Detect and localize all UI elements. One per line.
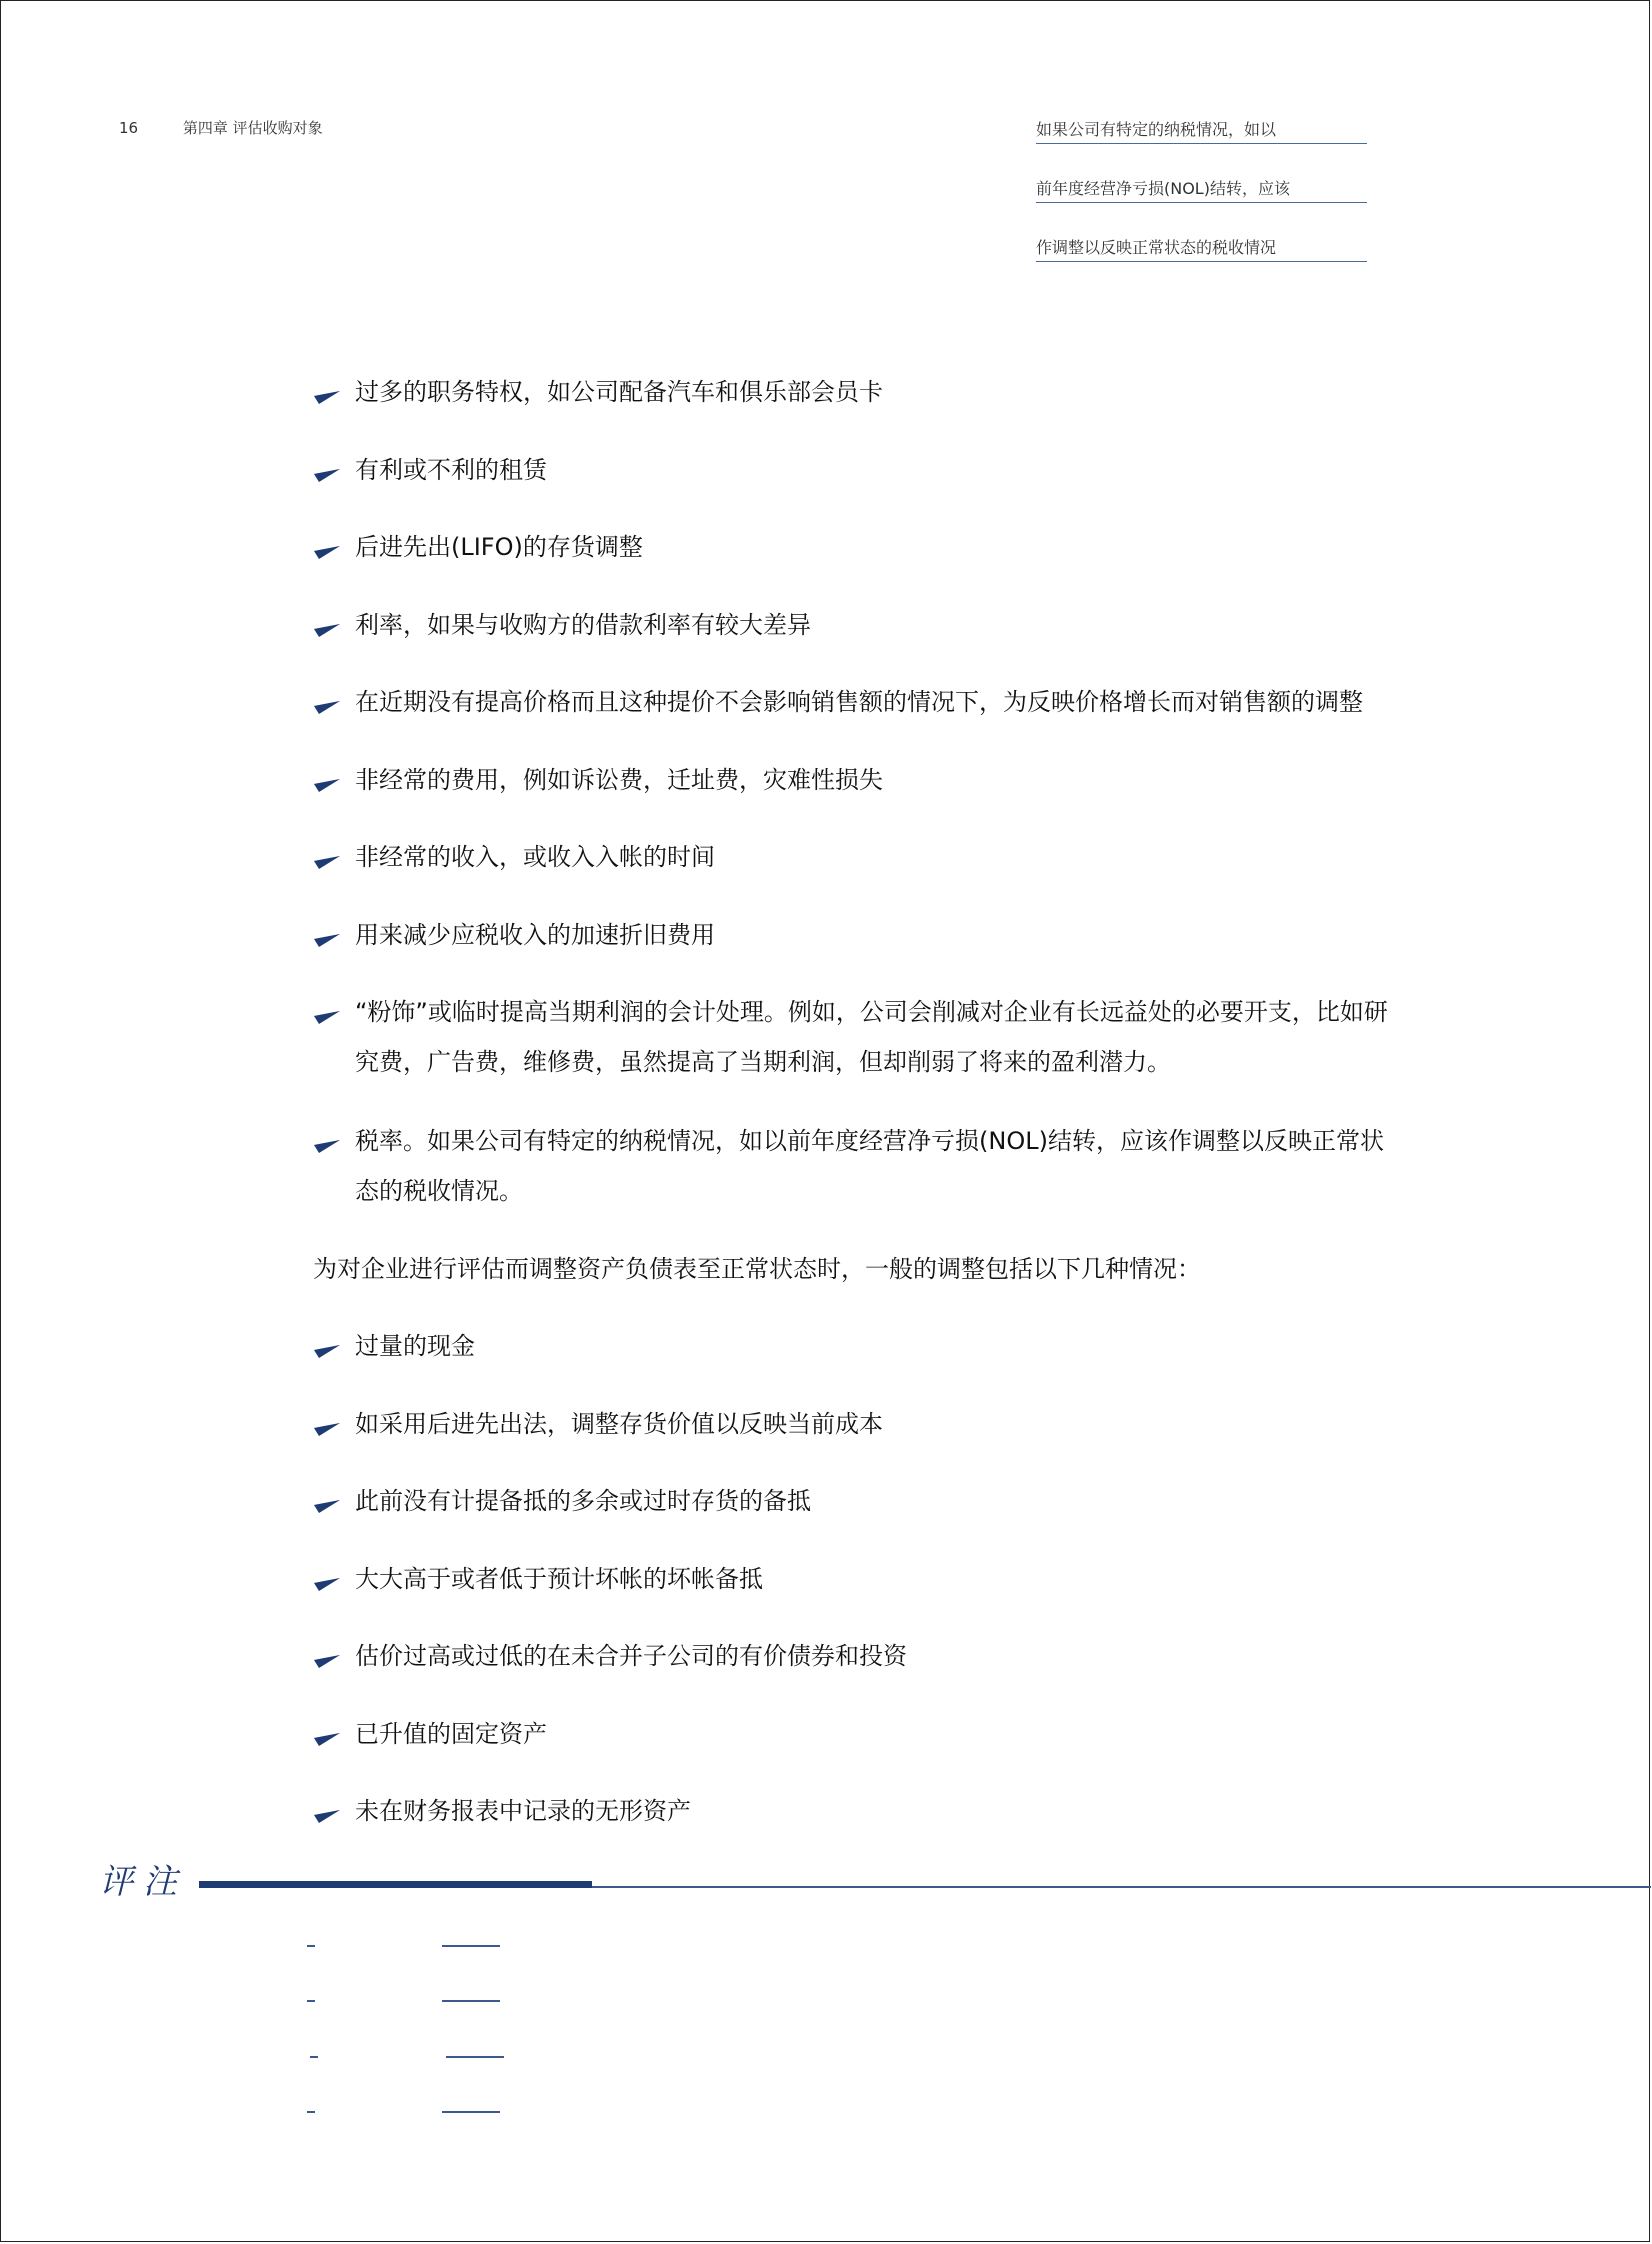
note-line <box>446 2056 504 2058</box>
list-item-text: 后进先出(LIFO)的存货调整 <box>355 533 643 561</box>
arrow-bullet-icon <box>313 1564 341 1592</box>
running-header <box>119 117 323 138</box>
list-item-text: 过多的职务特权，如公司配备汽车和俱乐部会员卡 <box>355 378 883 406</box>
arrow-bullet-icon <box>313 1331 341 1359</box>
list-item-text: 有利或不利的租赁 <box>355 456 547 484</box>
list-item <box>313 1399 1388 1449</box>
list-item <box>313 755 1388 805</box>
list-item-text: 已升值的固定资产 <box>355 1720 547 1748</box>
arrow-bullet-icon <box>313 765 341 793</box>
list-item-text: 估价过高或过低的在未合并子公司的有价债券和投资 <box>355 1642 907 1670</box>
list-item-text: 此前没有计提备抵的多余或过时存货的备抵 <box>355 1487 811 1515</box>
margin-note-line: 前年度经营净亏损(NOL)结转，应该 <box>1036 176 1367 203</box>
list-item <box>313 522 1388 572</box>
list-item-text: “粉饰”或临时提高当期利润的会计处理。例如，公司会削减对企业有长远益处的必要开支，比如研究费，广告费，维修费，虽然提高了当期利润，但却削弱了将来的盈利潜力。 <box>355 998 1388 1076</box>
note-mark-short <box>307 2111 315 2113</box>
list-item-text: 如采用后进先出法，调整存货价值以反映当前成本 <box>355 1410 883 1438</box>
list-item-text: 非经常的费用，例如诉讼费，迁址费，灾难性损失 <box>355 766 883 794</box>
arrow-bullet-icon <box>313 1719 341 1747</box>
list-item <box>313 1321 1388 1371</box>
list-item <box>313 1116 1388 1216</box>
list-item <box>313 1786 1388 1836</box>
arrow-bullet-icon <box>313 532 341 560</box>
arrow-bullet-icon <box>313 455 341 483</box>
list-item <box>313 1631 1388 1681</box>
note-mark-short <box>307 2000 315 2002</box>
list-item <box>313 1554 1388 1604</box>
arrow-bullet-icon <box>313 377 341 405</box>
arrow-bullet-icon <box>313 920 341 948</box>
list-item <box>313 1709 1388 1759</box>
list-item <box>313 677 1388 727</box>
balance-sheet-intro: 为对企业进行评估而调整资产负债表至正常状态时，一般的调整包括以下几种情况： <box>313 1255 1201 1283</box>
list-item <box>313 1476 1388 1526</box>
list-item <box>313 910 1388 960</box>
list-item <box>313 832 1388 882</box>
notes-divider-thick <box>199 1881 592 1888</box>
list-item <box>313 600 1388 650</box>
list-item-text: 未在财务报表中记录的无形资产 <box>355 1797 691 1825</box>
arrow-bullet-icon <box>313 1486 341 1514</box>
arrow-bullet-icon <box>313 1126 341 1154</box>
list-item-text: 税率。如果公司有特定的纳税情况，如以前年度经营净亏损(NOL)结转，应该作调整以反映正常状态的税收情况。 <box>355 1127 1384 1205</box>
list-item-text: 用来减少应税收入的加速折旧费用 <box>355 921 715 949</box>
chapter-title: 第四章 评估收购对象 <box>182 119 323 137</box>
arrow-bullet-icon <box>313 610 341 638</box>
note-mark-short <box>310 2056 318 2058</box>
margin-note-line: 如果公司有特定的纳税情况，如以 <box>1036 117 1367 144</box>
page-number: 16 <box>119 119 139 137</box>
arrow-bullet-icon <box>313 997 341 1025</box>
list-item <box>313 367 1388 417</box>
arrow-bullet-icon <box>313 1796 341 1824</box>
arrow-bullet-icon <box>313 842 341 870</box>
arrow-bullet-icon <box>313 1409 341 1437</box>
note-line <box>442 1945 500 1947</box>
margin-note-line: 作调整以反映正常状态的税收情况 <box>1036 235 1367 262</box>
notes-divider-thin <box>592 1886 1651 1888</box>
list-item <box>313 987 1388 1087</box>
list-item-text: 过量的现金 <box>355 1332 475 1360</box>
note-mark-short <box>307 1945 315 1947</box>
list-item <box>313 445 1388 495</box>
arrow-bullet-icon <box>313 1641 341 1669</box>
note-line <box>442 2111 500 2113</box>
note-line <box>442 2000 500 2002</box>
list-item-text: 利率，如果与收购方的借款利率有较大差异 <box>355 611 811 639</box>
list-item-text: 大大高于或者低于预计坏帐的坏帐备抵 <box>355 1565 763 1593</box>
arrow-bullet-icon <box>313 687 341 715</box>
list-item-text: 在近期没有提高价格而且这种提价不会影响销售额的情况下，为反映价格增长而对销售额的调整 <box>355 688 1363 716</box>
notes-heading: 评注 <box>99 1862 187 1902</box>
list-item-text: 非经常的收入，或收入入帐的时间 <box>355 843 715 871</box>
